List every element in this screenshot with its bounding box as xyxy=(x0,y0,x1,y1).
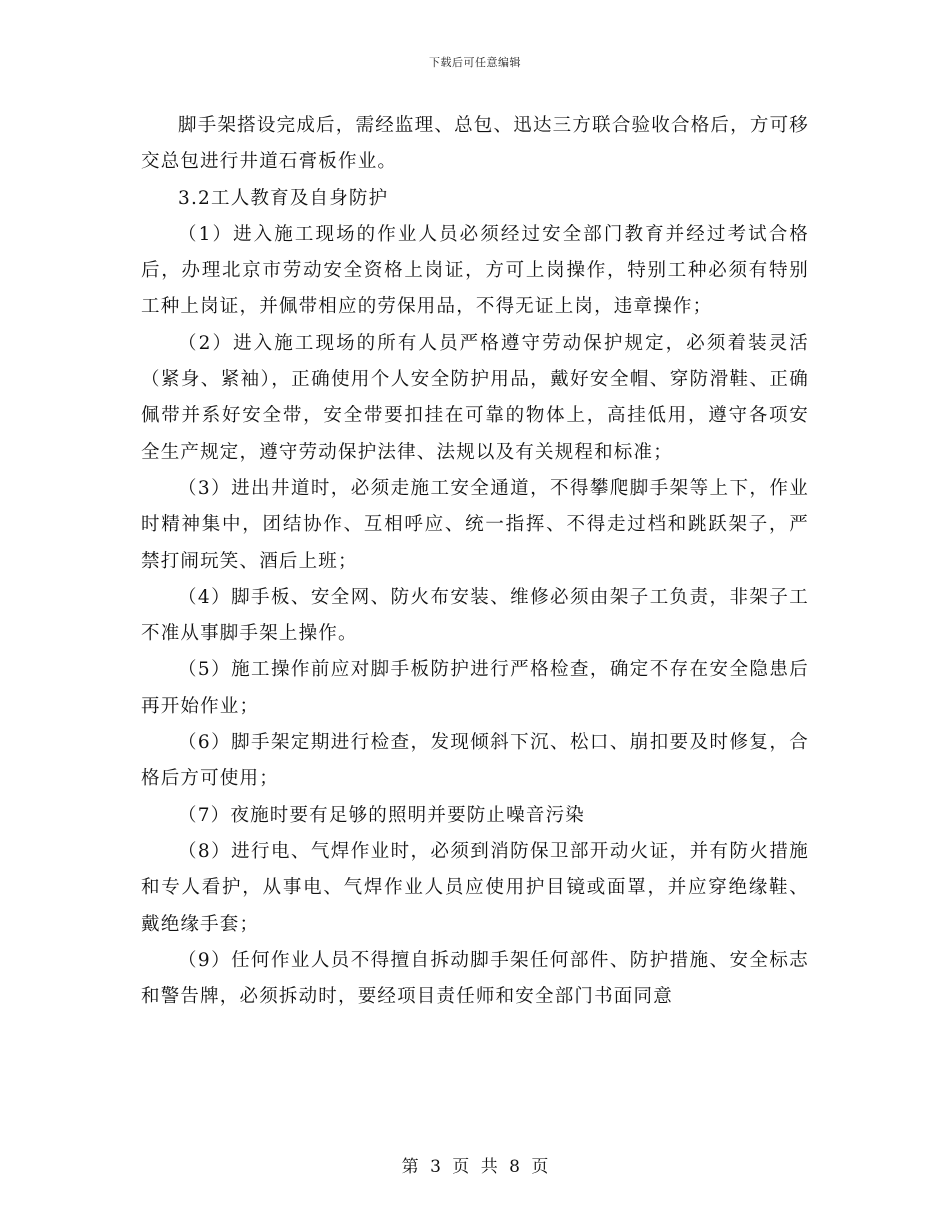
list-item: （8）进行电、气焊作业时，必须到消防保卫部开动火证，并有防火措施和专人看护，从事电、气焊作业人员应使用护目镜或面罩，并应穿绝缘鞋、戴绝缘手套； xyxy=(141,840,809,935)
list-item: （6）脚手架定期进行检查，发现倾斜下沉、松口、崩扣要及时修复，合格后方可使用； xyxy=(141,732,809,790)
document-body xyxy=(141,108,809,1015)
list-item: （1）进入施工现场的作业人员必须经过安全部门教育并经过考试合格后，办理北京市劳动安全资格上岗证，方可上岗操作，特别工种必须有特别工种上岗证，并佩带相应的劳保用品，不得无证上岗，违章操作； xyxy=(141,223,809,318)
list-item: （3）进出井道时，必须走施工安全通道，不得攀爬脚手架等上下，作业时精神集中，团结协作、互相呼应、统一指挥、不得走过档和跳跃架子，严禁打闹玩笑、酒后上班； xyxy=(141,477,809,572)
page-number: 第 3 页 共 8 页 xyxy=(401,1157,549,1177)
list-item: （7）夜施时要有足够的照明并要防止噪音污染 xyxy=(178,804,585,826)
list-item: （9）任何作业人员不得擅自拆动脚手架任何部件、防护措施、安全标志和警告牌，必须拆动时，要经项目责任师和安全部门书面同意 xyxy=(141,949,809,1008)
section-title: 3.2工人教育及自身防护 xyxy=(178,187,389,209)
intro-paragraph: 脚手架搭设完成后，需经监理、总包、迅达三方联合验收合格后，方可移交总包进行井道石膏板作业。 xyxy=(141,115,809,173)
list-item: （4）脚手板、安全网、防火布安装、维修必须由架子工负责，非架子工不准从事脚手架上操作。 xyxy=(141,586,809,645)
page-header: 下载后可任意编辑 xyxy=(429,56,521,69)
list-item: （2）进入施工现场的所有人员严格遵守劳动保护规定，必须着装灵活（紧身、紧袖），正确使用个人安全防护用品，戴好安全帽、穿防滑鞋、正确佩带并系好安全带，安全带要扣挂在可靠的物体上，高挂低用，遵守各项安全生产规定，遵守劳动保护法律、法规以及有关规程和标准； xyxy=(141,332,809,463)
list-item: （5）施工操作前应对脚手板防护进行严格检查，确定不存在安全隐患后再开始作业； xyxy=(141,659,809,717)
